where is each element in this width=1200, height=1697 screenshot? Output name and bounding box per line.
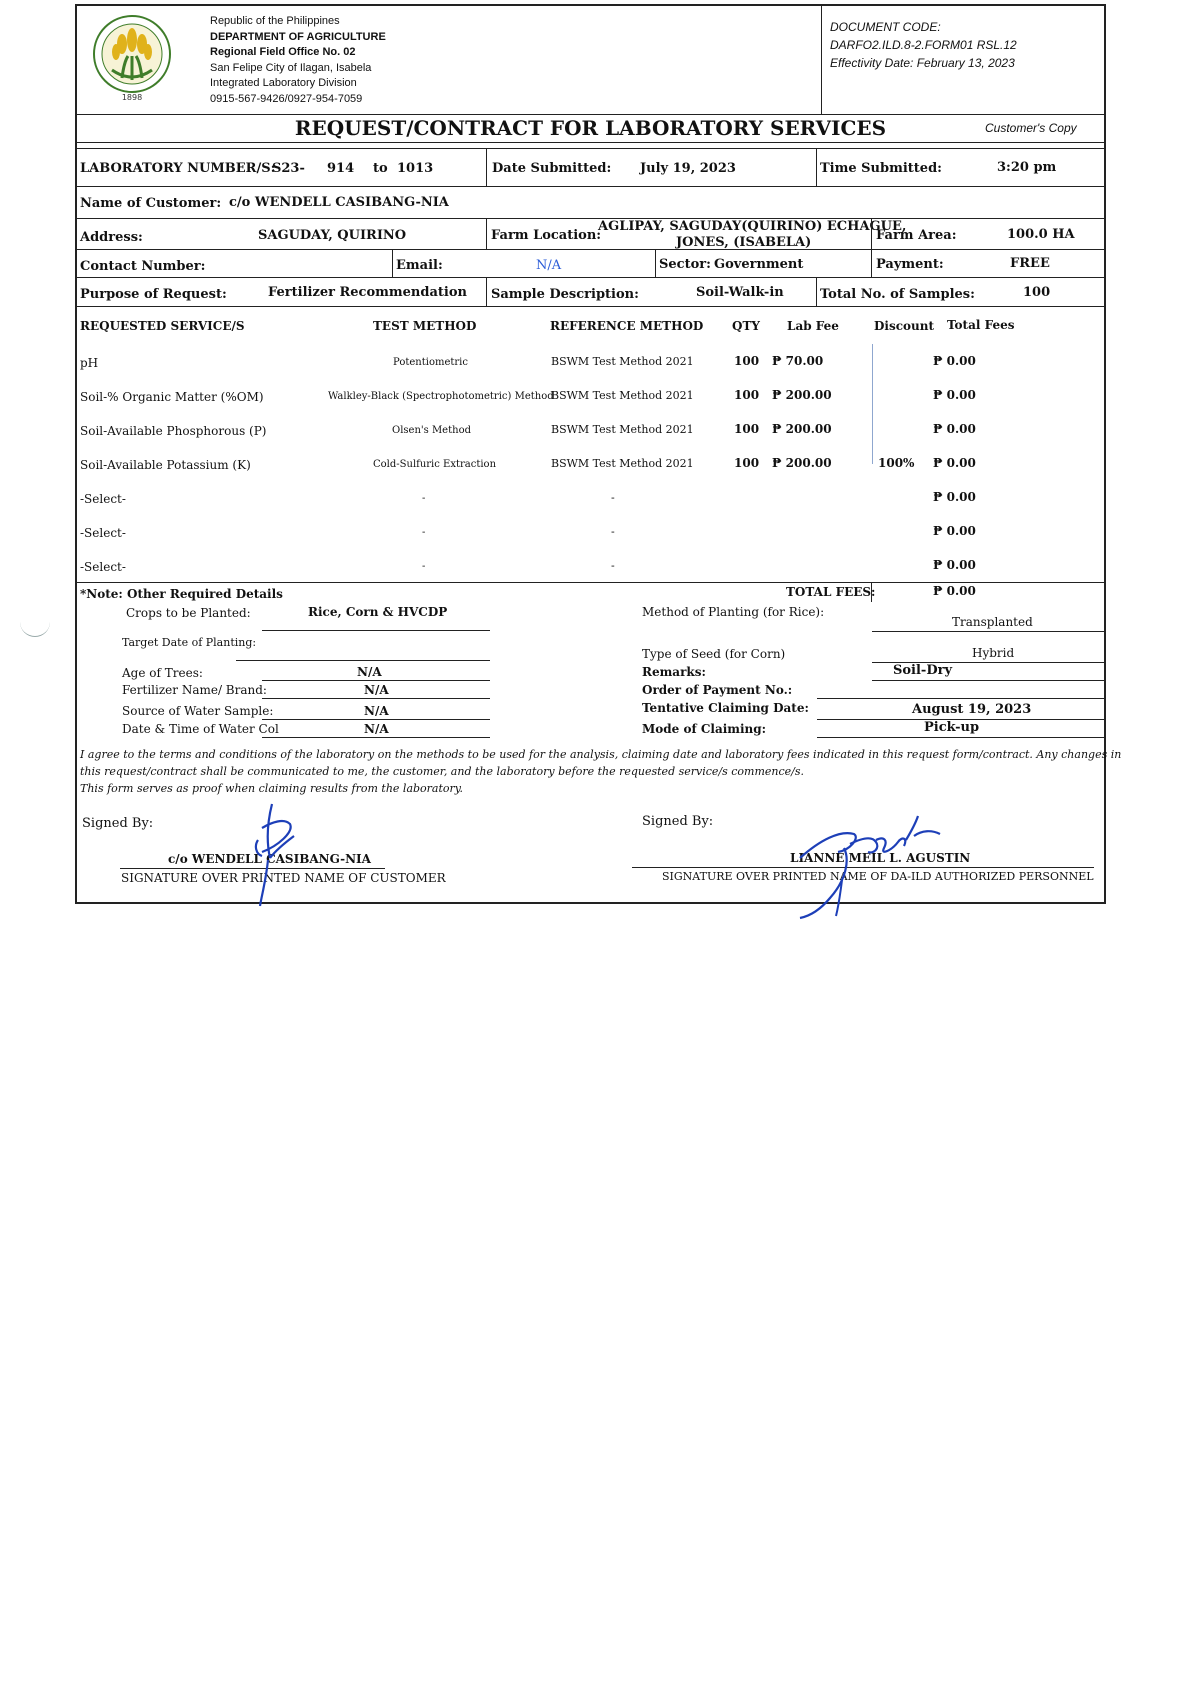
personnel-signed-by-label: Signed By:: [642, 814, 714, 829]
divider: [871, 582, 872, 602]
total-samples-value: 100: [1023, 285, 1051, 300]
address-value: SAGUDAY, QUIRINO: [258, 228, 407, 243]
age-trees-label: Age of Trees:: [122, 666, 203, 680]
total-fee: ₱ 0.00: [933, 456, 976, 470]
divider: [75, 218, 1106, 219]
divider: [262, 698, 490, 699]
claiming-date-value: August 19, 2023: [912, 702, 1032, 717]
total-fee: ₱ 0.00: [933, 422, 976, 436]
total-fee: ₱ 0.00: [933, 558, 976, 572]
test-method: Cold-Sulfuric Extraction: [373, 459, 497, 470]
divider: [262, 680, 490, 681]
divider: [262, 737, 490, 738]
org-address: San Felipe City of Ilagan, Isabela: [210, 61, 372, 74]
svg-text:1898: 1898: [121, 93, 143, 102]
email-value: N/A: [536, 258, 562, 273]
reference-method: BSWM Test Method 2021: [551, 355, 694, 368]
lab-to: 1013: [397, 161, 434, 176]
copy-label: Customer's Copy: [985, 121, 1077, 135]
purpose-label: Purpose of Request:: [80, 287, 227, 302]
total-fee: ₱ 0.00: [933, 524, 976, 538]
terms-line: this request/contract shall be communicated to me, the customer, and the laboratory before the requested service/s commence/s.: [80, 765, 805, 778]
org-block: [210, 14, 510, 107]
reference-method: BSWM Test Method 2021: [551, 389, 694, 402]
divider: [486, 277, 487, 306]
divider: [816, 277, 817, 306]
lab-number-label: LABORATORY NUMBER/S:: [80, 161, 276, 176]
reference-method: BSWM Test Method 2021: [551, 423, 694, 436]
crops-value: Rice, Corn & HVCDP: [308, 605, 448, 619]
reference-method: BSWM Test Method 2021: [551, 457, 694, 470]
lab-to-word: to: [373, 161, 388, 176]
col-header-test-method: TEST METHOD: [373, 319, 477, 333]
service-name: -Select-: [80, 526, 126, 540]
form-title: REQUEST/CONTRACT FOR LABORATORY SERVICES: [294, 116, 887, 140]
scan-artifact: [20, 620, 50, 637]
service-name: -Select-: [80, 492, 126, 506]
service-name: Soil-Available Phosphorous (P): [80, 424, 267, 438]
sector-value: Government: [714, 257, 804, 272]
org-division: Integrated Laboratory Division: [210, 77, 357, 89]
divider: [486, 148, 487, 186]
claiming-date-label: Tentative Claiming Date:: [642, 701, 809, 715]
org-phone: 0915-567-9426/0927-954-7059: [210, 92, 363, 105]
org-department: DEPARTMENT OF AGRICULTURE: [210, 30, 386, 43]
terms-line: I agree to the terms and conditions of the laboratory on the methods to be used for the analysis, claiming date and laboratory fees indicated in this request form/contract. Any changes in: [80, 748, 1122, 761]
divider: [75, 306, 1106, 307]
date-submitted-value: July 19, 2023: [640, 161, 736, 176]
reference-method: -: [611, 559, 615, 572]
lab-fee: ₱ 200.00: [772, 388, 832, 402]
customer-label: Name of Customer:: [80, 196, 222, 211]
service-name: pH: [80, 356, 99, 370]
fertilizer-label: Fertilizer Name/ Brand:: [122, 683, 267, 697]
water-source-value: N/A: [364, 704, 389, 718]
sample-description-label: Sample Description:: [491, 287, 639, 302]
doc-code-label: DOCUMENT CODE:: [830, 20, 941, 34]
test-method: Olsen's Method: [392, 425, 471, 436]
divider: [75, 148, 1106, 149]
divider: [75, 249, 1106, 250]
crops-label: Crops to be Planted:: [126, 606, 251, 620]
qty: 100: [734, 422, 760, 436]
divider: [75, 186, 1106, 187]
divider: [871, 249, 872, 277]
personnel-signature-caption: SIGNATURE OVER PRINTED NAME OF DA-ILD AUTHORIZED PERSONNEL: [662, 870, 1094, 883]
total-fee: ₱ 0.00: [933, 490, 976, 504]
payment-label: Payment:: [876, 257, 944, 272]
qty: 100: [734, 388, 760, 402]
lab-from: 914: [327, 161, 355, 176]
remarks-label: Remarks:: [642, 665, 706, 679]
divider: [817, 737, 1104, 738]
service-name: Soil-% Organic Matter (%OM): [80, 390, 264, 404]
customer-signature-caption: SIGNATURE OVER PRINTED NAME OF CUSTOMER: [121, 871, 446, 885]
divider: [872, 631, 1104, 632]
divider: [817, 698, 1104, 699]
test-method: -: [422, 561, 426, 572]
farm-area-label: Farm Area:: [876, 228, 957, 243]
planting-method-value: Transplanted: [952, 615, 1033, 629]
divider: [262, 630, 490, 631]
lab-fee: ₱ 70.00: [772, 354, 824, 368]
divider: [871, 218, 872, 249]
farm-location-line2: JONES, (ISABELA): [676, 235, 812, 250]
divider: [262, 719, 490, 720]
farm-area-value: 100.0 HA: [1007, 227, 1075, 242]
address-label: Address:: [80, 230, 143, 245]
terms-line: This form serves as proof when claiming results from the laboratory.: [80, 782, 464, 795]
divider: [75, 582, 1106, 583]
doc-code-block: [830, 18, 1100, 72]
lab-prefix: S23-: [272, 161, 305, 176]
divider: [872, 344, 873, 464]
da-logo: [82, 12, 182, 102]
customer-printed-name: c/o WENDELL CASIBANG-NIA: [168, 852, 371, 866]
total-samples-label: Total No. of Samples:: [820, 287, 975, 302]
personnel-printed-name: LIANNE MEIL L. AGUSTIN: [790, 851, 971, 865]
water-date-label: Date & Time of Water Col: [122, 722, 279, 736]
lab-fee: ₱ 200.00: [772, 422, 832, 436]
target-date-label: Target Date of Planting:: [122, 636, 257, 649]
order-payment-label: Order of Payment No.:: [642, 683, 793, 697]
time-submitted-label: Time Submitted:: [820, 161, 942, 176]
col-header-service: REQUESTED SERVICE/S: [80, 319, 245, 333]
doc-code: DARFO2.ILD.8-2.FORM01 RSL.12: [830, 38, 1017, 52]
divider: [486, 218, 487, 249]
qty: 100: [734, 354, 760, 368]
water-source-label: Source of Water Sample:: [122, 704, 274, 718]
service-name: Soil-Available Potassium (K): [80, 458, 251, 472]
contact-label: Contact Number:: [80, 259, 206, 274]
sector-label: Sector:: [659, 257, 711, 272]
divider: [392, 249, 393, 277]
org-republic: Republic of the Philippines: [210, 15, 340, 27]
effectivity-date: Effectivity Date: February 13, 2023: [830, 56, 1015, 70]
total-fee: ₱ 0.00: [933, 388, 976, 402]
seed-type-label: Type of Seed (for Corn): [642, 647, 786, 661]
email-label: Email:: [396, 258, 443, 273]
reference-method: -: [611, 525, 615, 538]
date-submitted-label: Date Submitted:: [492, 161, 612, 176]
org-regional-office: Regional Field Office No. 02: [210, 46, 356, 58]
total-fees-value: ₱ 0.00: [933, 584, 976, 598]
lab-fee: ₱ 200.00: [772, 456, 832, 470]
fertilizer-value: N/A: [364, 683, 389, 697]
terms-block: [80, 746, 1122, 797]
test-method: Potentiometric: [393, 357, 468, 368]
seed-type-value: Hybrid: [972, 646, 1015, 660]
note-label: *Note: Other Required Details: [80, 587, 283, 601]
sample-description-value: Soil-Walk-in: [696, 285, 784, 300]
planting-method-label: Method of Planting (for Rice):: [642, 605, 825, 619]
divider: [872, 680, 1104, 681]
payment-value: FREE: [1010, 256, 1050, 271]
divider: [816, 148, 817, 186]
purpose-value: Fertilizer Recommendation: [268, 285, 467, 300]
personnel-signature: [780, 800, 970, 920]
customer-signature: [232, 800, 322, 910]
divider: [821, 4, 822, 114]
divider: [75, 142, 1106, 143]
claiming-mode-value: Pick-up: [924, 720, 980, 735]
col-header-reference-method: REFERENCE METHOD: [550, 319, 704, 333]
test-method: Walkley-Black (Spectrophotometric) Method: [328, 391, 554, 402]
total-fee: ₱ 0.00: [933, 354, 976, 368]
service-name: -Select-: [80, 560, 126, 574]
claiming-mode-label: Mode of Claiming:: [642, 722, 767, 736]
discount: 100%: [878, 456, 915, 470]
time-submitted-value: 3:20 pm: [997, 160, 1057, 175]
farm-location-label: Farm Location:: [491, 228, 602, 243]
divider: [75, 277, 1106, 278]
customer-value: c/o WENDELL CASIBANG-NIA: [229, 195, 449, 210]
total-fees-label: TOTAL FEES:: [786, 585, 876, 599]
divider: [236, 660, 490, 661]
col-header-discount: Discount: [874, 319, 935, 333]
test-method: -: [422, 527, 426, 538]
reference-method: -: [611, 491, 615, 504]
farm-location-line1: AGLIPAY, SAGUDAY(QUIRINO) ECHAGUE,: [598, 219, 907, 234]
test-method: -: [422, 493, 426, 504]
age-trees-value: N/A: [357, 665, 382, 679]
customer-signed-by-label: Signed By:: [82, 816, 154, 831]
water-date-value: N/A: [364, 722, 389, 736]
col-header-lab-fee: Lab Fee: [787, 319, 839, 333]
col-header-total-fees: Total Fees: [947, 318, 1015, 332]
divider: [655, 249, 656, 277]
qty: 100: [734, 456, 760, 470]
remarks-value: Soil-Dry: [893, 663, 953, 678]
col-header-qty: QTY: [732, 319, 760, 333]
